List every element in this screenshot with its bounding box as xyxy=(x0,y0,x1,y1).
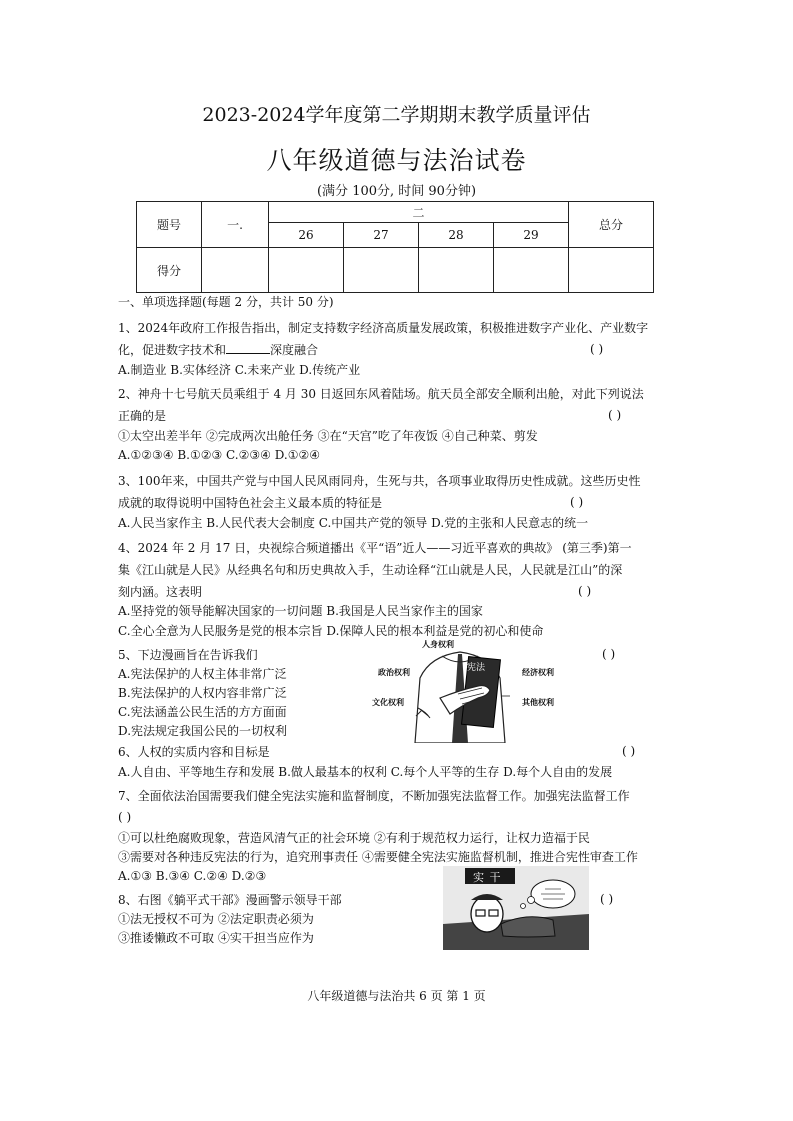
score-table-subheader: 28 xyxy=(419,223,494,248)
q2-options: A.①②③④ B.①②③ C.②③④ D.①②④ xyxy=(118,448,320,462)
q6-answer-paren[interactable]: ( ) xyxy=(622,744,636,758)
q1-answer-paren[interactable]: ( ) xyxy=(590,342,604,356)
cartoon-book-label: 宪法 xyxy=(467,663,486,673)
q8-stem: 8、右图《躺平式干部》漫画警示领导干部 xyxy=(118,893,342,907)
q5-constitution-cartoon xyxy=(360,638,560,743)
score-table-header-total: 总分 xyxy=(569,202,654,248)
exam-term-title: 2023-2024学年度第二学期期末教学质量评估 xyxy=(202,104,591,126)
q8-lying-flat-cadre-cartoon xyxy=(443,866,589,950)
score-table-subheader: 27 xyxy=(344,223,419,248)
q6-stem: 6、人权的实质内容和目标是 xyxy=(118,745,270,759)
cartoon-label-cultural-rights: 文化权利 xyxy=(372,697,404,707)
q4-options-cd: C.全心全意为人民服务是党的根本宗旨 D.保障人民的根本利益是党的初心和使命 xyxy=(118,624,544,638)
cartoon-label-economic-rights: 经济权利 xyxy=(522,667,554,677)
q7-items-line1: ①可以杜绝腐败现象，营造风清气正的社会环境 ②有利于规范权力运行，让权力造福于民 xyxy=(118,831,590,845)
q6-options: A.人自由、平等地生存和发展 B.做人最基本的权利 C.每个人平等的生存 D.每个人自由的发展 xyxy=(118,765,613,779)
cartoon-label-other-rights: 其他权利 xyxy=(522,697,554,707)
score-table-header-part2: 二 xyxy=(269,202,569,223)
q5-option-d: D.宪法规定我国公民的一切权利 xyxy=(118,724,288,738)
q2-answer-paren[interactable]: ( ) xyxy=(608,408,622,422)
q1-stem-line2 xyxy=(118,340,318,360)
exam-subtitle: (满分 100分, 时间 90分钟) xyxy=(316,184,477,199)
q7-options: A.①③ B.③④ C.②④ D.②③ xyxy=(118,869,267,883)
q4-stem-line1: 4、2024 年 2 月 17 日，央视综合频道播出《平“语”近人——习近平喜欢的典故》 (第三季)第一 xyxy=(118,541,632,555)
q5-option-b: B.宪法保护的人权内容非常广泛 xyxy=(118,686,287,700)
q3-stem-line2: 成就的取得说明中国特色社会主义最本质的特征是 xyxy=(118,496,383,510)
score-table-header-part1: 一. xyxy=(202,202,269,248)
q3-answer-paren[interactable]: ( ) xyxy=(570,495,584,509)
q5-option-a: A.宪法保护的人权主体非常广泛 xyxy=(118,667,287,681)
q8-items-line1: ①法无授权不可为 ②法定职责必须为 xyxy=(118,912,314,926)
q3-stem-line1: 3、100年来，中国共产党与中国人民风雨同舟，生死与共，各项事业取得历史性成就。这些历史性 xyxy=(118,474,641,488)
cartoon-label-personal-rights: 人身权利 xyxy=(422,639,454,649)
q1-stem-text: 深度融合 xyxy=(270,343,319,357)
q4-stem-line2: 集《江山就是人民》从经典名句和历史典故入手，生动诠释“江山就是人民，人民就是江山”的深 xyxy=(118,563,623,577)
q8-answer-paren[interactable]: ( ) xyxy=(600,892,614,906)
q1-stem-line1: 1、2024年政府工作报告指出，制定支持数字经济高质量发展政策，积极推进数字产业化、产业数字 xyxy=(118,321,649,335)
q3-options: A.人民当家作主 B.人民代表大会制度 C.中国共产党的领导 D.党的主张和人民意志的统一 xyxy=(118,516,589,530)
score-cell[interactable] xyxy=(202,248,269,293)
exam-subject-title: 八年级道德与法治试卷 xyxy=(266,146,527,175)
cartoon-label-political-rights: 政治权利 xyxy=(378,667,410,677)
q1-fill-blank[interactable] xyxy=(226,341,270,354)
score-table-header-label: 题号 xyxy=(137,202,202,248)
q7-items-line2: ③需要对各种违反宪法的行为，追究刑事责任 ④需要健全宪法实施监督机制，推进合宪性审查工作 xyxy=(118,850,638,864)
score-table-row-label: 得分 xyxy=(137,248,202,293)
q4-options-ab: A.坚持党的领导能解决国家的一切问题 B.我国是人民当家作主的国家 xyxy=(118,604,483,618)
score-cell[interactable] xyxy=(269,248,344,293)
score-cell[interactable] xyxy=(569,248,654,293)
q8-items-line2: ③推诿懒政不可取 ④实干担当应作为 xyxy=(118,931,314,945)
lying-flat-cartoon-illustration xyxy=(443,866,589,950)
q1-stem-text: 化，促进数字技术和 xyxy=(118,343,227,357)
score-table xyxy=(136,201,654,293)
score-cell[interactable] xyxy=(344,248,419,293)
score-cell[interactable] xyxy=(494,248,569,293)
q1-options: A.制造业 B.实体经济 C.未来产业 D.传统产业 xyxy=(118,363,361,377)
q2-items: ①太空出差半年 ②完成两次出舱任务 ③在“天宫”吃了年夜饭 ④自己种菜、剪发 xyxy=(118,429,538,443)
q5-answer-paren[interactable]: ( ) xyxy=(602,647,616,661)
q7-stem: 7、全面依法治国需要我们健全宪法实施和监督制度，不断加强宪法监督工作。加强宪法监督工作 xyxy=(118,789,630,803)
q4-stem-line3: 刻内涵。这表明 xyxy=(118,585,203,599)
q2-stem-line2: 正确的是 xyxy=(118,409,167,423)
cartoon-sign-shigan: 实 干 xyxy=(473,871,502,884)
q4-answer-paren[interactable]: ( ) xyxy=(578,584,592,598)
page-footer: 八年级道德与法治共 6 页 第 1 页 xyxy=(307,989,486,1003)
q7-answer-paren[interactable]: ( ) xyxy=(118,810,132,824)
score-table-subheader: 26 xyxy=(269,223,344,248)
score-table-subheader: 29 xyxy=(494,223,569,248)
section-heading: 一、单项选择题(每题 2 分，共计 50 分) xyxy=(118,295,334,309)
q5-option-c: C.宪法涵盖公民生活的方方面面 xyxy=(118,705,287,719)
q5-stem: 5、下边漫画旨在告诉我们 xyxy=(118,648,258,662)
constitution-cartoon-illustration xyxy=(360,638,560,743)
q2-stem-line1: 2、神舟十七号航天员乘组于 4 月 30 日返回东风着陆场。航天员全部安全顺利出舱，对此下列说法 xyxy=(118,387,644,401)
score-cell[interactable] xyxy=(419,248,494,293)
